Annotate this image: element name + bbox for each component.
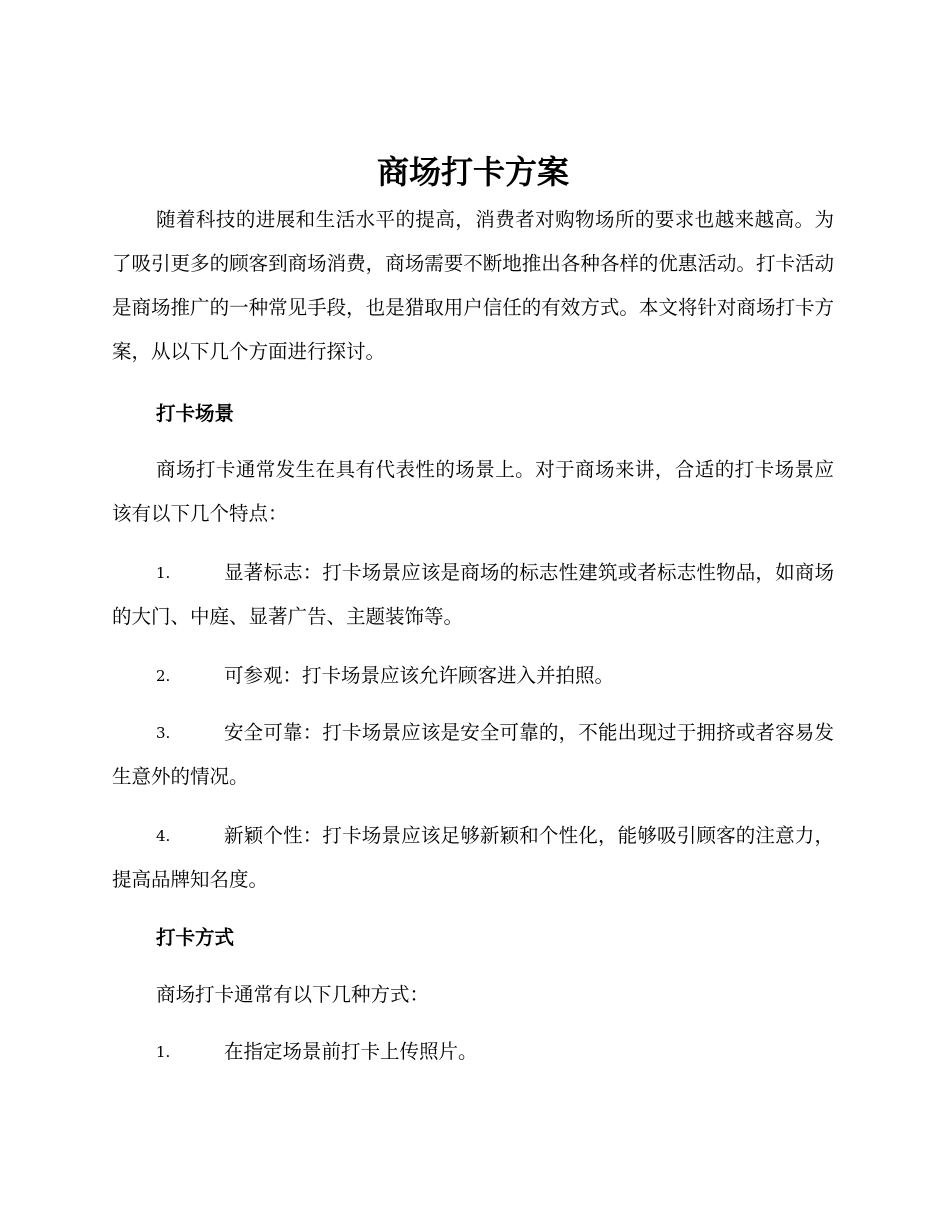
list-number: 1. [156,1043,171,1061]
section-scene-intro: 商场打卡通常发生在具有代表性的场景上。对于商场来讲，合适的打卡场景应该有以下几个特点： [112,458,834,525]
list-item [112,1030,834,1074]
list-number: 3. [156,724,171,742]
list-item [112,654,834,698]
list-item [112,711,834,799]
list-text: 安全可靠：打卡场景应该是安全可靠的，不能出现过于拥挤或者容易发生意外的情况。 [112,721,834,788]
list-item [112,551,834,639]
section-heading-method: 打卡方式 [156,926,235,949]
page-title: 商场打卡方案 [376,153,569,191]
list-text: 可参观：打卡场景应该允许顾客进入并拍照。 [224,664,615,687]
list-text: 在指定场景前打卡上传照片。 [224,1040,478,1063]
document-page [112,0,834,1230]
list-text: 新颖个性：打卡场景应该足够新颖和个性化，能够吸引顾客的注意力，提高品牌知名度。 [112,824,834,891]
section-heading-scene: 打卡场景 [156,402,235,425]
intro-paragraph: 随着科技的进展和生活水平的提高，消费者对购物场所的要求也越来越高。为了吸引更多的顾客到商场消费，商场需要不断地推出各种各样的优惠活动。打卡活动是商场推广的一种常见手段，也是猎取用户信任的有效方式。本文将针对商场打卡方案，从以下几个方面进行探讨。 [112,208,834,363]
list-number: 2. [156,667,171,685]
list-number: 4. [156,827,171,845]
list-number: 1. [156,564,171,582]
list-item [112,814,834,902]
section-method-intro: 商场打卡通常有以下几种方式： [156,983,430,1006]
list-text: 显著标志：打卡场景应该是商场的标志性建筑或者标志性物品，如商场的大门、中庭、显著广告、主题装饰等。 [112,561,834,628]
